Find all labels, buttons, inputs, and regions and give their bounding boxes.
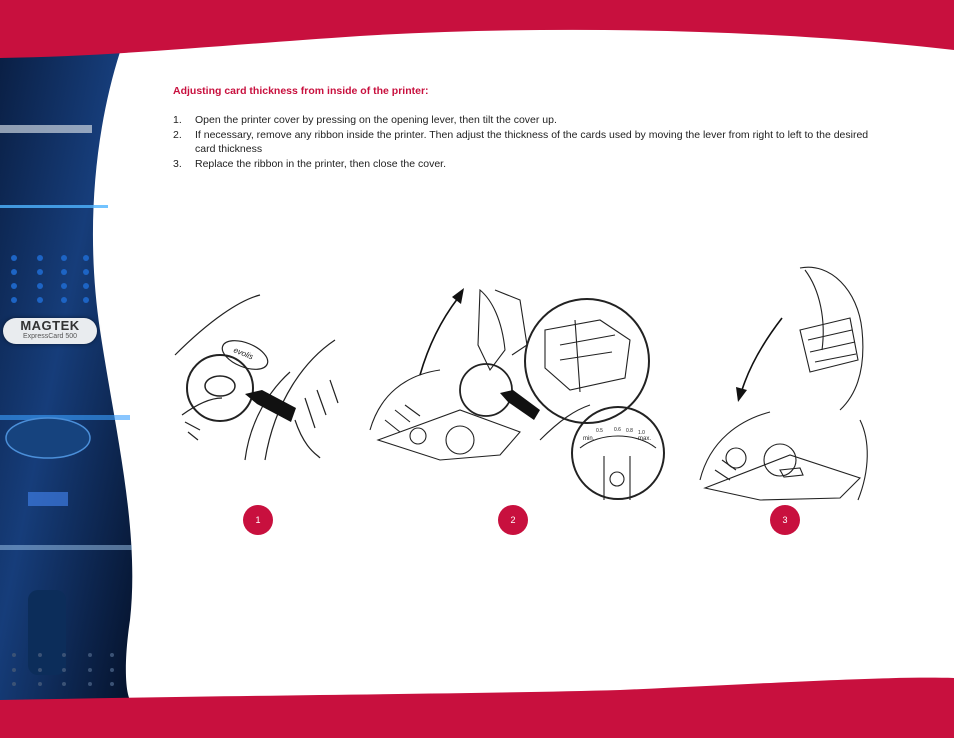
steps-list	[173, 113, 873, 171]
step-item	[173, 128, 873, 157]
brand-model-text: ExpressCard 500	[22, 333, 78, 340]
step-item	[173, 157, 873, 172]
dial-mark-4: 1.0	[638, 430, 645, 436]
printer-photo-panel	[0, 52, 132, 700]
step-item	[173, 113, 873, 128]
figure-1-badge: 1	[243, 505, 273, 535]
figure-3-down-arrow-icon	[742, 318, 782, 390]
figure-3-down-arrow-head-icon	[736, 387, 747, 402]
dial-mark-1: 0.5	[596, 428, 603, 434]
figure-2-badge: 2	[498, 505, 528, 535]
step-text: Replace the ribbon in the printer, then close the cover.	[195, 157, 446, 170]
step-text: If necessary, remove any ribbon inside the printer. Then adjust the thickness of the cards used by moving the lever from right to left to the desired card thickness	[195, 128, 869, 155]
step-number: 1.	[173, 114, 182, 126]
step-text: Open the printer cover by pressing on the opening lever, then tilt the cover up.	[195, 114, 557, 126]
dial-mark-2: 0.6	[614, 427, 621, 433]
step-number: 2.	[173, 128, 182, 141]
dial-min-label: min.	[583, 436, 595, 442]
dial-max-label: max.	[638, 436, 652, 442]
section-heading: Adjusting card thickness from inside of the printer:	[173, 85, 429, 97]
header-band	[0, 0, 954, 58]
brand-logo-text: MAGTEK	[20, 318, 80, 333]
figure-1-illustration	[175, 295, 338, 460]
figure-2-up-arrow-icon	[420, 298, 458, 375]
figure-3-badge: 3	[770, 505, 800, 535]
step-number: 3.	[173, 157, 182, 170]
figure-2-up-arrow-head-icon	[452, 288, 464, 304]
dial-mark-3: 0.8	[626, 428, 633, 434]
figure-3-illustration	[700, 267, 867, 500]
brand-logo-badge	[3, 318, 97, 344]
figure-1-arrow-icon	[245, 390, 296, 422]
printer-badge-text: evolis	[232, 345, 255, 362]
footer-band	[0, 678, 954, 738]
